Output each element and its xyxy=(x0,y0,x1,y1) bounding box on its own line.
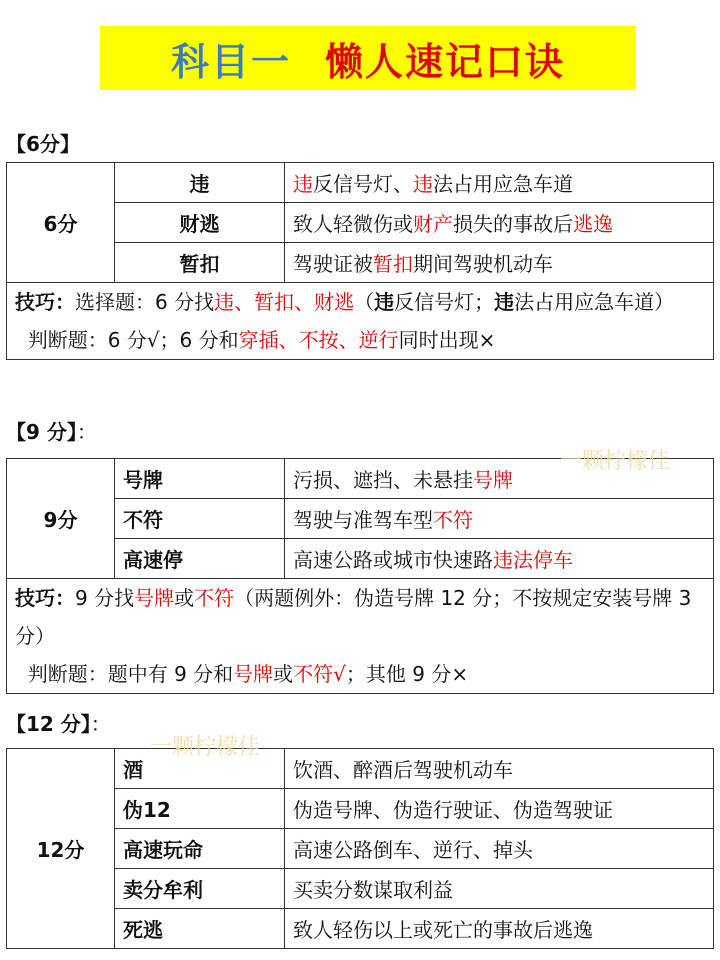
text-run: 高速公路或城市快速路 xyxy=(293,548,493,572)
keyword-cell: 号牌 xyxy=(115,459,285,499)
highlight-text: 号牌 xyxy=(233,662,274,686)
watermark: 一颗柠檬佳 xyxy=(150,735,261,760)
description-cell xyxy=(285,499,714,539)
title-banner xyxy=(100,26,636,90)
table-12-points xyxy=(6,748,714,949)
text-run: 9 分找 xyxy=(75,586,135,610)
highlight-text: 不符 xyxy=(194,586,235,610)
keyword-cell: 伪12 xyxy=(115,789,285,829)
text-run: 或 xyxy=(174,586,195,610)
keyword-cell: 高速玩命 xyxy=(115,829,285,869)
tip-line xyxy=(15,283,705,321)
text-run: （ xyxy=(354,290,375,314)
highlight-text: 穿插、不按、逆行 xyxy=(238,328,399,352)
keyword-cell: 卖分牟利 xyxy=(115,869,285,909)
description-cell xyxy=(285,203,714,243)
bold-text: 违 xyxy=(494,290,515,314)
highlight-text: 违、暂扣、财逃 xyxy=(214,290,355,314)
description-cell xyxy=(285,909,714,949)
highlight-text: 号牌 xyxy=(473,468,513,492)
keyword-cell: 酒 xyxy=(115,749,285,789)
text-run: 法占用应急车道 xyxy=(433,172,573,196)
tips-cell xyxy=(7,283,714,360)
text-run: 损失的事故后 xyxy=(453,212,573,236)
table-row xyxy=(7,163,714,203)
text-run: 期间驾驶机动车 xyxy=(413,252,553,276)
description-cell xyxy=(285,869,714,909)
tips-cell xyxy=(7,579,714,694)
tips-row xyxy=(7,283,714,360)
title-main: 懒人速记口诀 xyxy=(325,38,566,84)
tip-line xyxy=(15,655,705,693)
keyword-cell: 暂扣 xyxy=(115,243,285,283)
text-run: 或 xyxy=(273,662,294,686)
text-run: 判断题：题中有 9 分和 xyxy=(15,662,234,686)
text-run: 高速公路倒车、逆行、掉头 xyxy=(293,838,533,862)
text-run: 驾驶与准驾车型 xyxy=(293,508,433,532)
score-cell: 9分 xyxy=(7,459,115,579)
score-cell: 12分 xyxy=(7,749,115,949)
text-run: 伪造号牌、伪造行驶证、伪造驾驶证 xyxy=(293,798,613,822)
bold-text: 技巧： xyxy=(15,586,75,610)
highlight-text: 违法停车 xyxy=(493,548,573,572)
section-heading-9: 【9 分】： xyxy=(6,420,97,444)
text-run: 饮酒、醉酒后驾驶机动车 xyxy=(293,758,513,782)
text-run: 驾驶证被 xyxy=(293,252,373,276)
description-cell xyxy=(285,243,714,283)
title-subject: 科目一 xyxy=(170,38,291,84)
text-run: 法占用应急车道） xyxy=(514,290,675,314)
table-row xyxy=(7,749,714,789)
watermark: 一颗柠檬佳 xyxy=(560,449,671,474)
table-6-points xyxy=(6,162,714,360)
score-cell: 6分 xyxy=(7,163,115,283)
text-run: 致人轻伤以上或死亡的事故后逃逸 xyxy=(293,918,593,942)
description-cell xyxy=(285,749,714,789)
description-cell xyxy=(285,539,714,579)
highlight-text: 违 xyxy=(413,172,433,196)
keyword-cell: 财逃 xyxy=(115,203,285,243)
table-9-points xyxy=(6,458,714,694)
bold-text: 技巧： xyxy=(15,290,75,314)
bold-text: 违 xyxy=(374,290,395,314)
text-run: 致人轻微伤或 xyxy=(293,212,413,236)
text-run: 同时出现× xyxy=(398,328,496,352)
highlight-text: 暂扣 xyxy=(373,252,413,276)
description-cell xyxy=(285,829,714,869)
text-run: （两题例外：伪造号牌 12 分；不按规定安装号牌 3 分） xyxy=(15,586,692,648)
section-heading-12: 【12 分】： xyxy=(6,712,111,736)
section-heading-6: 【6分】 xyxy=(6,132,80,156)
tips-row xyxy=(7,579,714,694)
highlight-text: 违 xyxy=(293,172,313,196)
text-run: 买卖分数谋取利益 xyxy=(293,878,453,902)
text-run: 选择题：6 分找 xyxy=(75,290,215,314)
highlight-text: 不符 xyxy=(433,508,473,532)
highlight-text: 逃逸 xyxy=(573,212,613,236)
description-cell xyxy=(285,789,714,829)
keyword-cell: 高速停 xyxy=(115,539,285,579)
highlight-text: 号牌 xyxy=(134,586,175,610)
tip-line xyxy=(15,579,705,655)
text-run: ；其他 9 分× xyxy=(345,662,469,686)
description-cell xyxy=(285,163,714,203)
highlight-text: 财产 xyxy=(413,212,453,236)
tip-line xyxy=(15,321,705,359)
text-run: 污损、遮挡、未悬挂 xyxy=(293,468,473,492)
keyword-cell: 死逃 xyxy=(115,909,285,949)
text-run: 判断题：6 分√；6 分和 xyxy=(15,328,239,352)
text-run: 反信号灯； xyxy=(394,290,495,314)
keyword-cell: 不符 xyxy=(115,499,285,539)
highlight-text: 不符√ xyxy=(293,662,346,686)
text-run: 反信号灯、 xyxy=(313,172,413,196)
keyword-cell: 违 xyxy=(115,163,285,203)
